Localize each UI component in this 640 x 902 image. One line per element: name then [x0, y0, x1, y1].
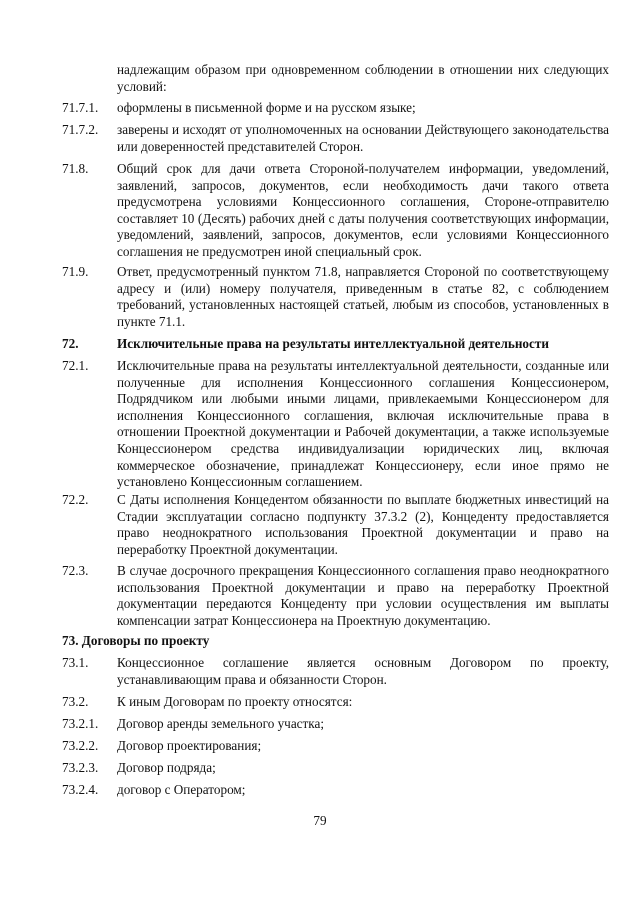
section-number: 72.: [62, 336, 79, 351]
clause-number: 73.2.: [62, 694, 89, 709]
section-73-heading: 73. Договоры по проекту: [62, 633, 210, 648]
clause-number: 73.1.: [62, 655, 89, 670]
page-number: 79: [313, 813, 327, 828]
clause-text: Концессионное соглашение является основным Договором по проекту, устанавливающим права и обязанности Сторон.: [117, 655, 609, 687]
clause-number: 73.2.2.: [62, 738, 99, 753]
clause-number: 73.2.1.: [62, 716, 99, 731]
clause-text: Исключительные права на результаты интеллектуальной деятельности, созданные или полученные для исполнения Концессионного соглашения Концессионером, Подрядчиком или любыми иными лицами, привлекаемыми Концессионером для исполнения Концессионного соглашения, включая исключительные права в отношении Проектной документации и Рабочей документации, а также используемые Концессионером средства индивидуализации юридических лиц, включая коммерческое обозначение, принадлежат Концессионеру, если иное прямо не установлено Концессионным соглашением.: [117, 358, 609, 490]
clause-text: договор с Оператором;: [117, 782, 246, 797]
clause-number: 71.9.: [62, 264, 89, 279]
clause-number: 73.2.4.: [62, 782, 99, 797]
clause-text: С Даты исполнения Концедентом обязанности по выплате бюджетных инвестиций на Стадии эксплуатации согласно подпункту 37.3.2 (2), Концеденту предоставляется право неоднократного использования Проектной документации и право на переработку Проектной документации.: [117, 492, 609, 557]
clause-73-2: [62, 694, 609, 711]
clause-71-8: [62, 161, 609, 261]
clause-text: Договор проектирования;: [117, 738, 262, 753]
section-title: Исключительные права на результаты интеллектуальной деятельности: [117, 336, 549, 351]
clause-73-2-2: [62, 738, 609, 755]
clause-text: оформлены в письменной форме и на русском языке;: [117, 100, 416, 115]
clause-71-7-1: [62, 100, 609, 117]
clause-73-2-3: [62, 760, 609, 777]
section-72-heading: [62, 336, 609, 353]
clause-number: 72.2.: [62, 492, 89, 507]
clause-73-2-1: [62, 716, 609, 733]
clause-72-1: [62, 358, 609, 491]
clause-number: 71.7.1.: [62, 100, 99, 115]
clause-number: 72.3.: [62, 563, 89, 578]
clause-text: заверены и исходят от уполномоченных на основании Действующего законодательства или доверенностей представителей Сторон.: [117, 122, 609, 154]
clause-text: В случае досрочного прекращения Концессионного соглашения право неоднократного использования Проектной документации и право на переработку Проектной документации передаются Концеденту при условии осуществления им выплаты компенсации затрат Концессионера на Проектную документацию.: [117, 563, 609, 628]
clause-72-3: [62, 563, 609, 629]
clause-73-2-4: [62, 782, 609, 799]
clause-73-1: [62, 655, 609, 688]
clause-text: Ответ, предусмотренный пунктом 71.8, направляется Стороной по соответствующему адресу и (или) номеру получателя, приведенным в статье 82, с соблюдением требований, установленных настоящей статьей, любым из способов, установленных в пункте 71.1.: [117, 264, 609, 329]
clause-number: 71.7.2.: [62, 122, 99, 137]
clause-71-9: [62, 264, 609, 330]
clause-text: Договор подряда;: [117, 760, 216, 775]
clause-text: Общий срок для дачи ответа Стороной-получателем информации, уведомлений, заявлений, запросов, документов, если необходимость дачи такого ответа предусмотрена условиями Концессионного соглашения, Стороне-отправителю составляет 10 (Десять) рабочих дней с даты получения соответствующих информации, уведомлений, заявлений, запросов, документов, если условиями Концессионного соглашения не предусмотрен иной специальный срок.: [117, 161, 609, 259]
clause-71-7-2: [62, 122, 609, 155]
clause-number: 71.8.: [62, 161, 89, 176]
clause-number: 72.1.: [62, 358, 89, 373]
clause-text: К иным Договорам по проекту относятся:: [117, 694, 353, 709]
clause-text: Договор аренды земельного участка;: [117, 716, 325, 731]
clause-number: 73.2.3.: [62, 760, 99, 775]
clause-72-2: [62, 492, 609, 558]
continuation-paragraph: надлежащим образом при одновременном соблюдении в отношении них следующих условий:: [117, 62, 609, 94]
